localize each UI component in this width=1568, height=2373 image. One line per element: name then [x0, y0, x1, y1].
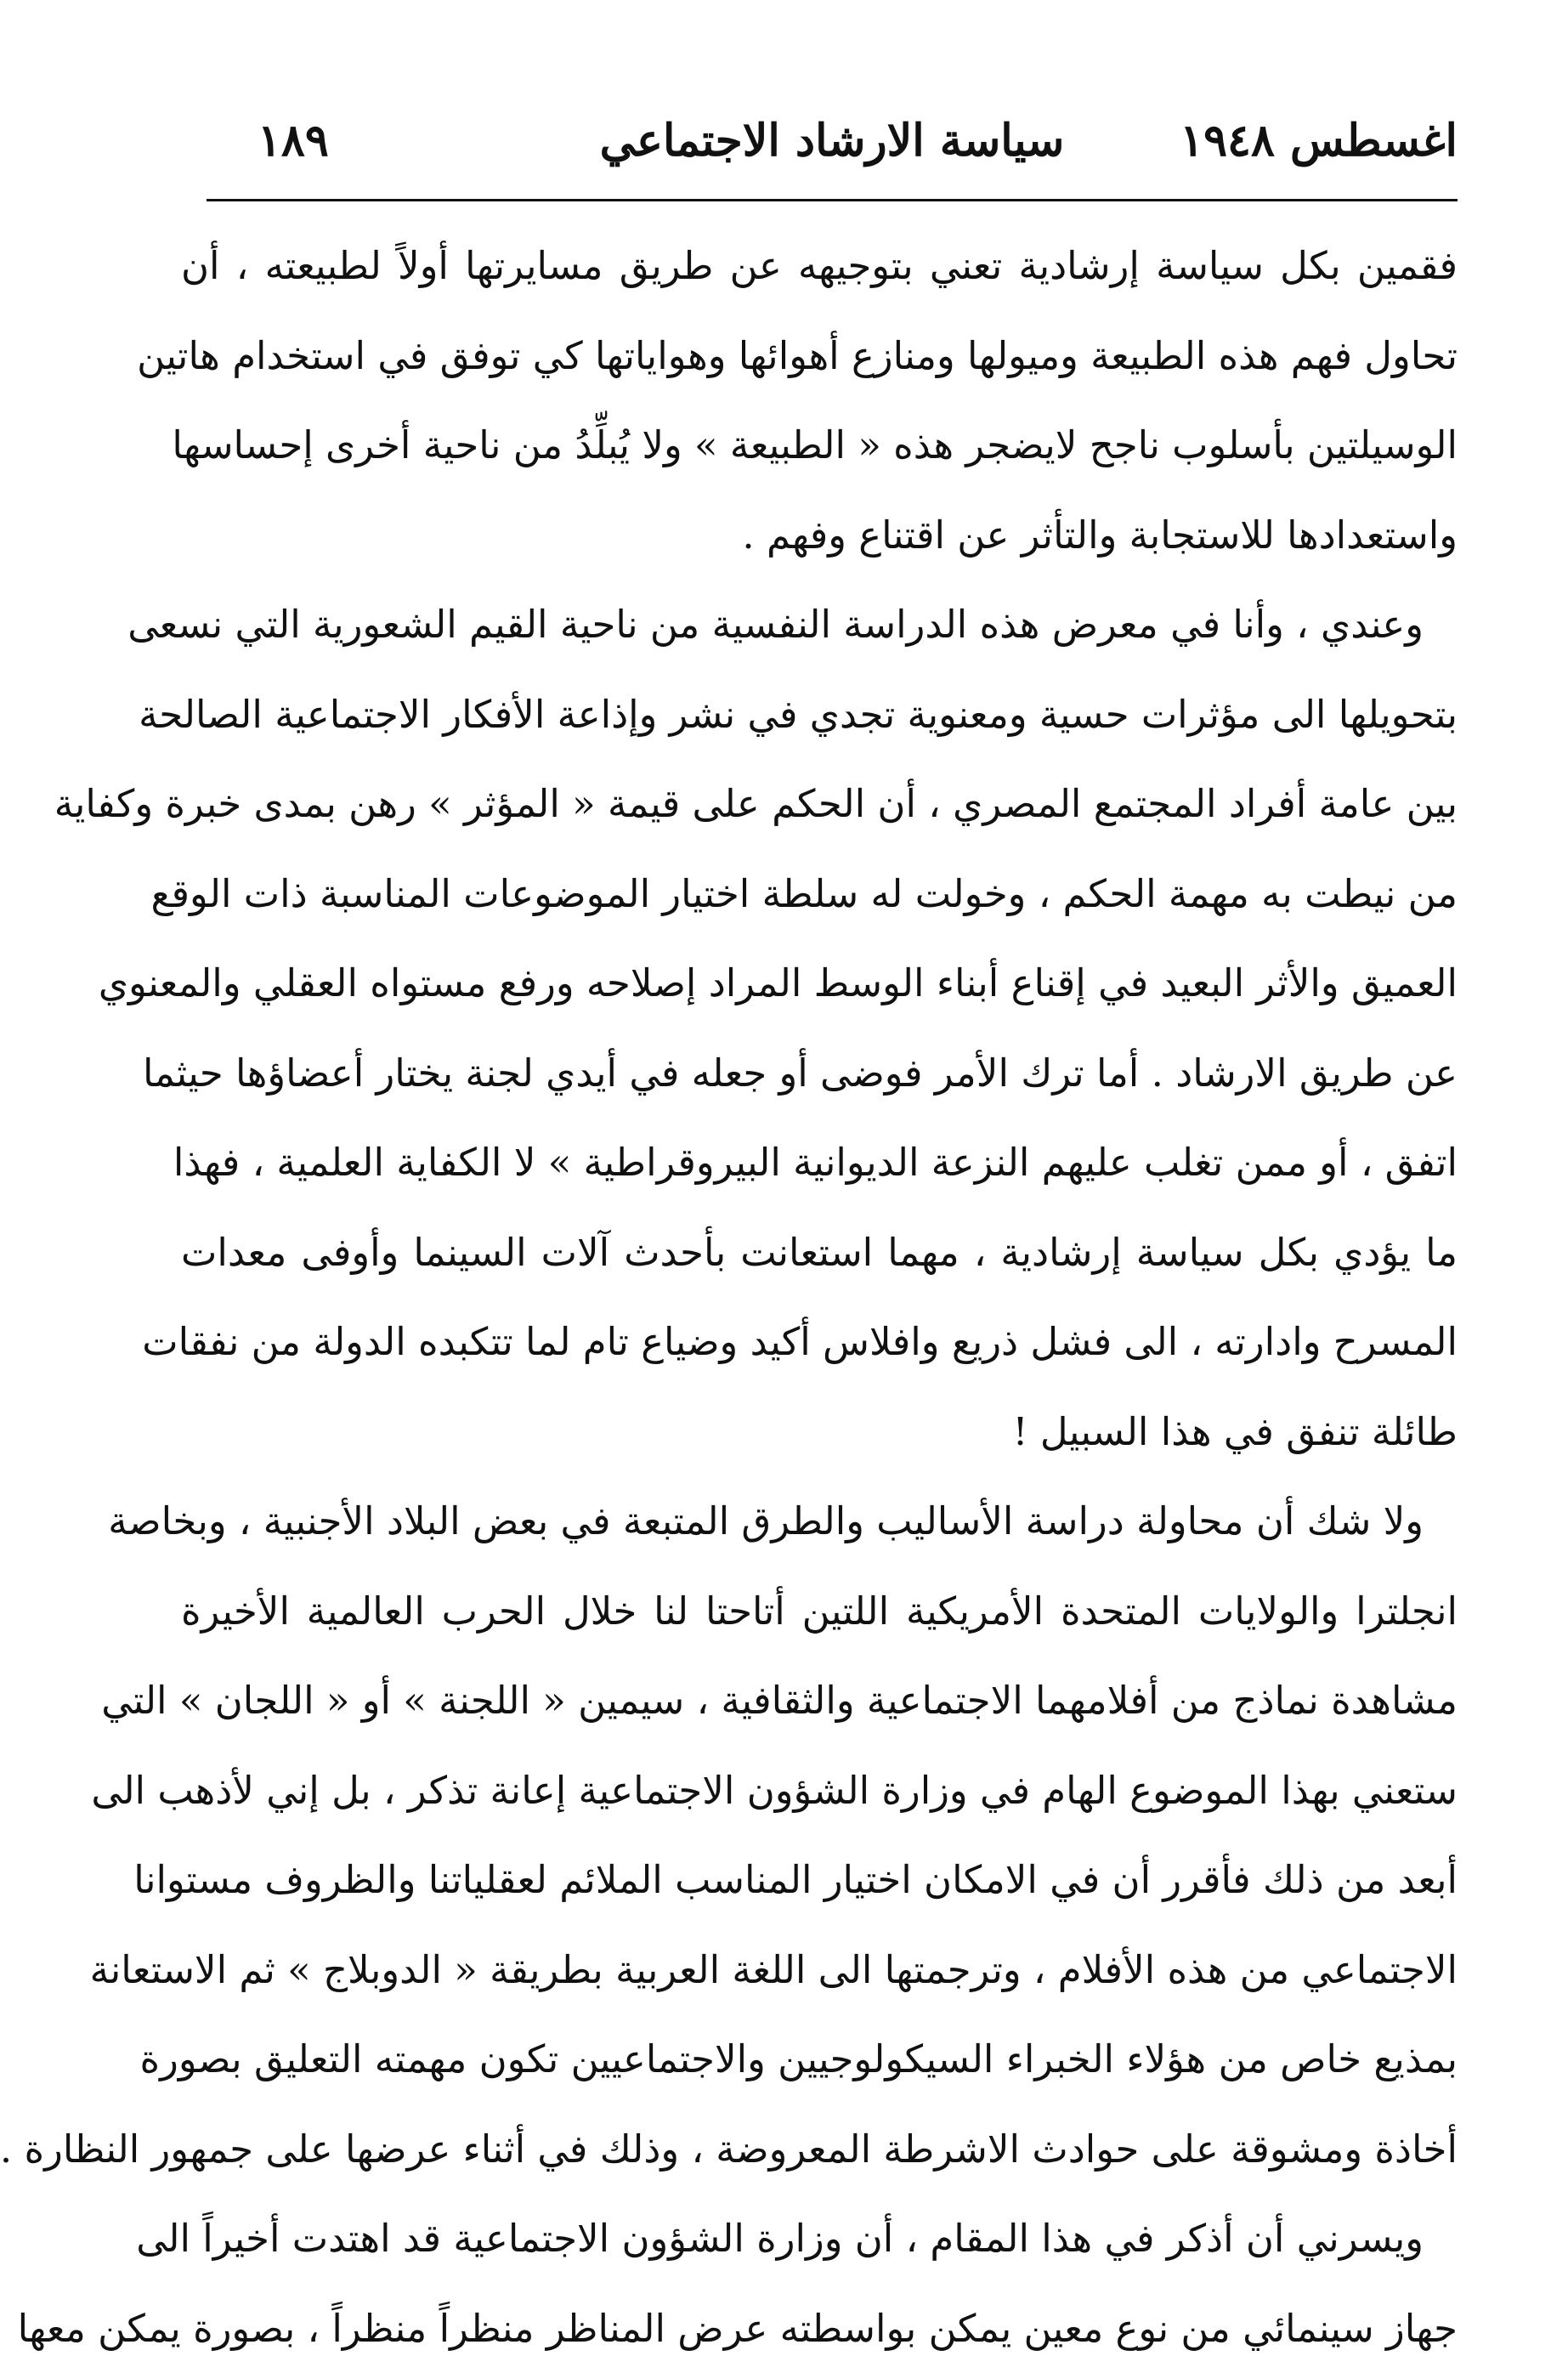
text-line: بين عامة أفراد المجتمع المصري ، أن الحكم على قيمة « المؤثر » رهن بمدى خبرة وكفاية [181, 759, 1458, 849]
paragraph [181, 2194, 1458, 2373]
text-line: أبعد من ذلك فأقرر أن في الامكان اختيار المناسب الملائم لعقلياتنا والظروف مستوانا [181, 1835, 1458, 1925]
text-line: عن طريق الارشاد . أما ترك الأمر فوضى أو جعله في أيدي لجنة يختار أعضاؤها حيثما [181, 1028, 1458, 1119]
text-line: فقمين بكل سياسة إرشادية تعني بتوجيهه عن طريق مسايرتها أولاً لطبيعته ، أن [181, 221, 1458, 311]
text-line: طائلة تنفق في هذا السبيل ! [181, 1387, 1458, 1477]
text-line: من نيطت به مهمة الحكم ، وخولت له سلطة اختيار الموضوعات المناسبة ذات الوقع [181, 849, 1458, 939]
text-line: جهاز سينمائي من نوع معين يمكن بواسطته عرض المناظر منظراً منظراً ، بصورة يمكن معها [181, 2284, 1458, 2373]
header-rule [207, 199, 1458, 201]
paragraph [181, 1476, 1458, 2194]
text-line: وعندي ، وأنا في معرض هذه الدراسة النفسية من ناحية القيم الشعورية التي نسعى [181, 580, 1458, 670]
text-line: الاجتماعي من هذه الأفلام ، وترجمتها الى اللغة العربية بطريقة « الدوبلاج » ثم الاستعانة [181, 1925, 1458, 2015]
text-line: العميق والأثر البعيد في إقناع أبناء الوسط المراد إصلاحه ورفع مستواه العقلي والمعنوي [181, 938, 1458, 1028]
paragraph [181, 221, 1458, 580]
text-line: تحاول فهم هذه الطبيعة وميولها ومنازع أهوائها وهواياتها كي توفق في استخدام هاتين [181, 311, 1458, 401]
text-line: اتفق ، أو ممن تغلب عليهم النزعة الديوانية البيروقراطية » لا الكفاية العلمية ، فهذا [181, 1118, 1458, 1208]
text-line: أخاذة ومشوقة على حوادث الاشرطة المعروضة ، وذلك في أثناء عرضها على جمهور النظارة . [181, 2104, 1458, 2195]
text-line: انجلترا والولايات المتحدة الأمريكية اللتين أتاحتا لنا خلال الحرب العالمية الأخيرة [181, 1566, 1458, 1657]
text-line: ويسرني أن أذكر في هذا المقام ، أن وزارة الشؤون الاجتماعية قد اهتدت أخيراً الى [181, 2194, 1458, 2284]
text-line: بتحويلها الى مؤثرات حسية ومعنوية تجدي في نشر وإذاعة الأفكار الاجتماعية الصالحة [181, 670, 1458, 760]
text-line: واستعدادها للاستجابة والتأثر عن اقتناع وفهم . [181, 490, 1458, 581]
text-line: ستعني بهذا الموضوع الهام في وزارة الشؤون الاجتماعية إعانة تذكر ، بل إني لأذهب الى [181, 1746, 1458, 1836]
running-title: سياسة الارشاد الاجتماعي [600, 119, 1065, 163]
text-line: مشاهدة نماذج من أفلامهما الاجتماعية والثقافية ، سيمين « اللجنة » أو « اللجان » التي [181, 1656, 1458, 1746]
page-header [207, 93, 1458, 195]
book-page [79, 0, 1568, 2293]
page-number: ١٨٩ [258, 119, 329, 163]
text-line: المسرح وادارته ، الى فشل ذريع وافلاس أكيد وضياع تام لما تتكبده الدولة من نفقات [181, 1297, 1458, 1387]
header-date: اغسطس ١٩٤٨ [1180, 119, 1458, 163]
text-line: ولا شك أن محاولة دراسة الأساليب والطرق المتبعة في بعض البلاد الأجنبية ، وبخاصة [181, 1476, 1458, 1566]
text-line: بمذيع خاص من هؤلاء الخبراء السيكولوجيين والاجتماعيين تكون مهمته التعليق بصورة [181, 2014, 1458, 2104]
paragraph [181, 580, 1458, 1476]
body-text [181, 221, 1458, 2373]
text-line: ما يؤدي بكل سياسة إرشادية ، مهما استعانت بأحدث آلات السينما وأوفى معدات [181, 1208, 1458, 1298]
text-line: الوسيلتين بأسلوب ناجح لايضجر هذه « الطبيعة » ولا يُبلِّدُ من ناحية أخرى إحساسها [181, 400, 1458, 490]
